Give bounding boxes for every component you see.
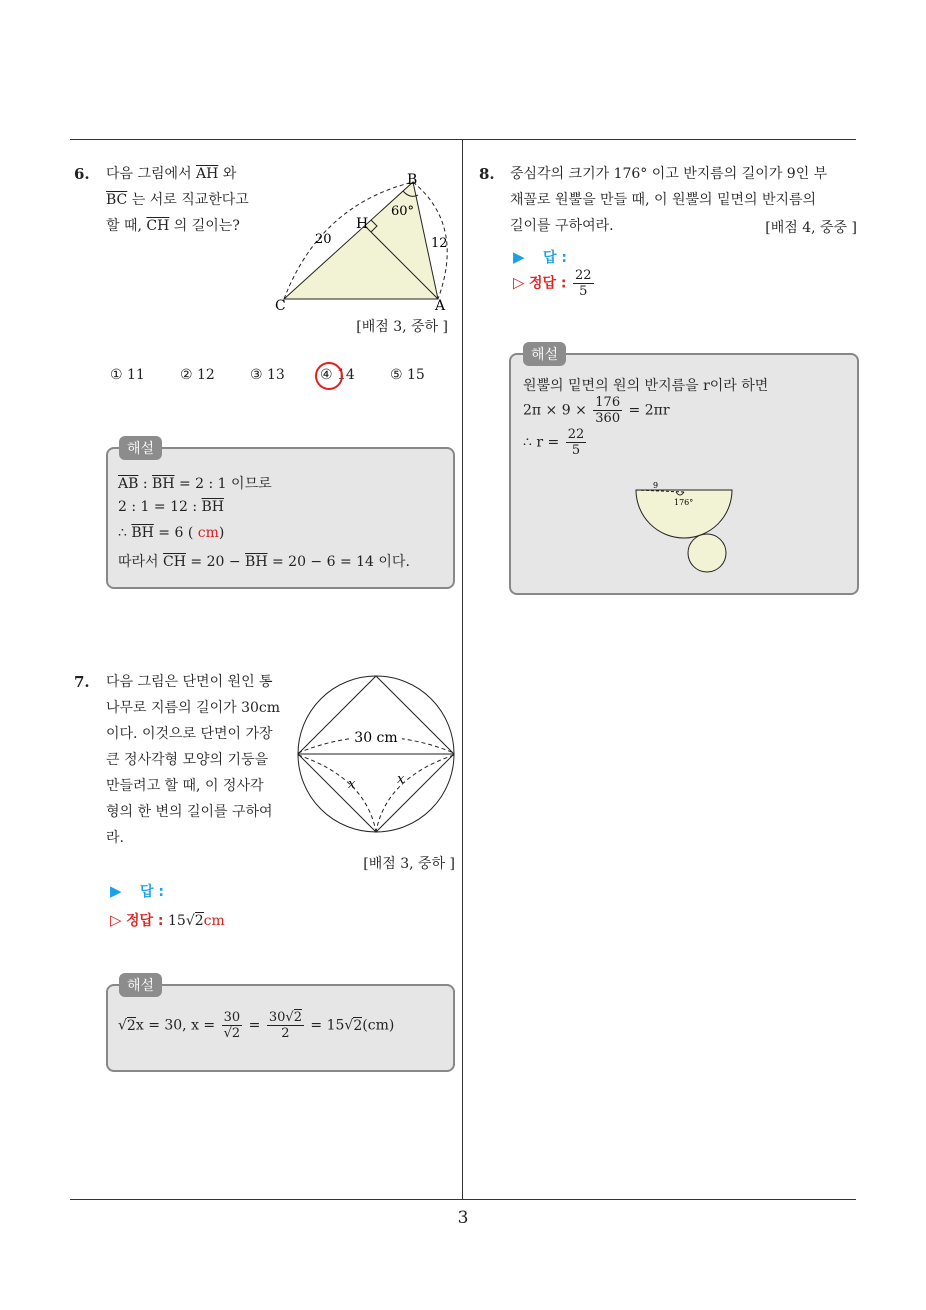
side-label-left: x (348, 777, 356, 792)
solution-line-4: 따라서 $\overline{CH} = 20 - \overline{BH} = 20 - 6 = 14$ 이다. (118, 554, 410, 570)
answer-line (513, 247, 567, 267)
label-b: B (407, 172, 418, 188)
sqrt-sign: √ (285, 1010, 294, 1025)
question-number: 8. (479, 165, 495, 183)
solution-line-1: $\overline{AB}$ : $\overline{BH} = 2$ : 1 이므로 (118, 476, 272, 492)
choice-4[interactable]: ④ 14 (320, 367, 355, 383)
answer-marker-icon: ▶ (513, 248, 525, 266)
solution-line-2: 2 : 1 = 12 : $\overline{BH}$ (118, 499, 224, 515)
fraction-1: $\frac{30}{√2}$ (223, 1010, 241, 1041)
selected-choice-circle (315, 362, 343, 390)
page-number: 3 (457, 1208, 469, 1228)
solution-tab: 해설 (523, 342, 566, 366)
correct-fraction: $\frac{22}{5}$ (574, 268, 592, 299)
segment-ch: $\overline{CH}$ (146, 218, 170, 234)
answer-label: 답 : (140, 884, 164, 900)
score-label: [배점 4, 중중 ] (765, 220, 857, 236)
fraction: $\frac{22}{5}$ (567, 427, 585, 458)
sqrt-sign: √ (118, 1017, 127, 1034)
fraction: $\frac{176}{360}$ (595, 395, 621, 426)
diameter-label: 30 cm (354, 730, 398, 746)
sector-cone-figure (631, 480, 741, 580)
answer-marker-icon: ▶ (110, 882, 122, 900)
solution-line-2: 2π × 9 × $\frac{176}{360}$ = 2πr (523, 395, 670, 426)
label-a: A (435, 298, 446, 314)
score-label: [배점 3, 중하 ] (356, 319, 448, 335)
solution-tab: 해설 (119, 973, 162, 997)
correct-answer-line (513, 268, 596, 299)
circle-square-figure (296, 673, 460, 837)
question-text: 다음 그림은 단면이 원인 통 나무로 지름의 길이가 30cm 이다. 이것으로 단면이 가장 큰 정사각형 모양의 기둥을 만들려고 할 때, 이 정사각 형의 한 변의 길이를 구하여 라. (106, 674, 280, 846)
side-label-right: x (397, 772, 405, 787)
answer-label: 답 : (543, 250, 567, 266)
solution-box (106, 447, 455, 589)
label-length-ab: 12 (431, 236, 448, 251)
sqrt-sign: √ (223, 1026, 232, 1041)
cone-base-circle (688, 534, 726, 572)
sqrt-radicand: 2 (194, 913, 204, 929)
solution-line-1: √2x = 30, x = $\frac{30}{√2}$ = $\frac{30√2}{2}$ = 15√2(cm) (118, 1010, 395, 1041)
segment-bc: $\overline{BC}$ (106, 192, 128, 208)
triangle-figure (270, 165, 460, 315)
label-c: C (275, 298, 286, 314)
question-number: 7. (74, 673, 90, 691)
correct-unit: cm (203, 913, 225, 929)
question-text: 중심각의 크기가 176° 이고 반지름의 길이가 9인 부 채꼴로 원뿔을 만들 때, 이 원뿔의 밑면의 반지름의 길이를 구하여라. (510, 166, 828, 234)
solution-box (106, 984, 455, 1072)
question-text: 다음 그림에서 $\overline{AH}$ 와 $\overline{BC}$ 는 서로 직교한다고 할 때, $\overline{CH}$ 의 길이는? (106, 166, 249, 234)
sqrt-sign: √ (185, 913, 195, 929)
top-rule (70, 139, 856, 140)
correct-value: 15 (167, 913, 186, 929)
segment-ah: $\overline{AH}$ (196, 166, 219, 182)
label-h: H (356, 216, 369, 232)
sqrt-sign: √ (344, 1017, 354, 1034)
solution-line-3: ∴ $\overline{BH} = 6$ ( cm) (118, 525, 225, 541)
solution-line-3: ∴ r = $\frac{22}{5}$ (523, 427, 585, 458)
solution-tab: 해설 (119, 436, 162, 460)
fraction-2: $\frac{30√2}{2}$ (268, 1010, 302, 1041)
sector-angle-label: 176° (674, 498, 694, 507)
answer-line (110, 881, 164, 901)
bottom-rule (70, 1199, 856, 1200)
label-angle: 60° (391, 204, 415, 219)
question-number: 6. (74, 165, 90, 183)
choice-3[interactable]: ③ 13 (250, 367, 285, 383)
solution-line-1: 원뿔의 밑면의 원의 반지름을 r이라 하면 (523, 378, 769, 394)
correct-marker-icon: ▷ (513, 273, 525, 292)
correct-label: 정답 : (529, 275, 567, 292)
solution-box (509, 353, 859, 595)
choice-2[interactable]: ② 12 (180, 367, 215, 383)
score-label: [배점 3, 중하 ] (363, 856, 455, 872)
column-divider (462, 139, 463, 1200)
label-length-cb: 20 (315, 232, 332, 247)
correct-marker-icon: ▷ (110, 911, 122, 929)
correct-answer-line (110, 910, 225, 930)
choice-1[interactable]: ① 11 (110, 367, 145, 383)
correct-label: 정답 : (126, 913, 164, 929)
sector-radius-label: 9 (653, 481, 659, 490)
choice-5[interactable]: ⑤ 15 (390, 367, 425, 383)
triangle-fill (284, 182, 438, 299)
